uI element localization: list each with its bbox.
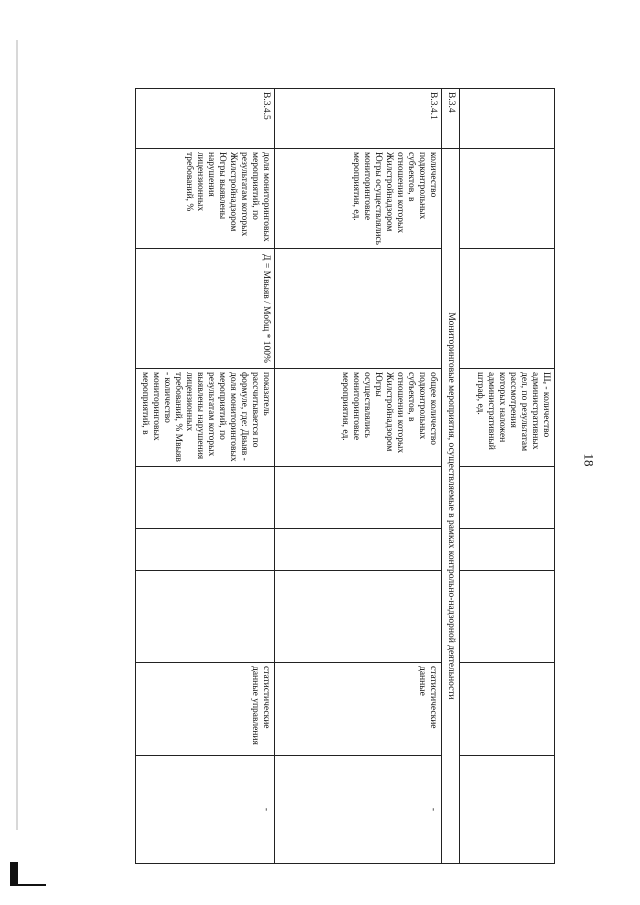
row-code: В.3.4.5	[136, 89, 275, 149]
scan-corner-line	[10, 884, 46, 886]
page-number: 18	[581, 453, 597, 467]
rotated-table-container	[80, 88, 555, 863]
row-name: количество подконтрольных субъектов, в отношении которых Жилстройнадзором Югры осуществлялись мониторинговые мероприятия, ед.	[275, 149, 442, 249]
row-note: -	[275, 756, 442, 864]
row-formula: Д = Мвыяв / Мобщ * 100%	[136, 249, 275, 369]
section-header-row	[442, 89, 460, 864]
indicators-table	[135, 88, 555, 864]
table-row-continuation	[460, 89, 555, 864]
section-code: В.3.4	[442, 89, 460, 149]
scan-margin-line	[16, 40, 18, 830]
row-code: В.3.4.1	[275, 89, 442, 149]
row-source: статистические данные	[275, 663, 442, 756]
row-description: общее количество подконтрольных субъектов, в отношении которых Жилстройнадзором Югры осуществлялись мониторинговые мероприятия, ед.	[275, 369, 442, 467]
row-name: доля мониторинговых мероприятий, по результатам которых Жилстройнадзором Югры выявлены нарушения лицензионных требований, %	[136, 149, 275, 249]
scan-corner-mark	[10, 862, 18, 884]
row-formula	[275, 249, 442, 369]
table-row	[136, 89, 275, 864]
continuation-indicator-cell: Шₑ - количество административных дел, по результатам рассмотрения которых наложен административный штраф, ед.	[460, 369, 555, 467]
section-title: Мониторинговые мероприятия, осуществляемые в рамках контрольно-надзорной деятельности	[442, 149, 460, 864]
row-description: показатель рассчитывается по формуле, где: Двыяв - доля мониторинговых мероприятий, по результатам которых выявлены нарушения лицензионных требований, % Мвыяв - количество мониторинговых мероприятий, в	[136, 369, 275, 467]
table-row	[275, 89, 442, 864]
row-note: -	[136, 756, 275, 864]
row-source: статистические данные управления	[136, 663, 275, 756]
